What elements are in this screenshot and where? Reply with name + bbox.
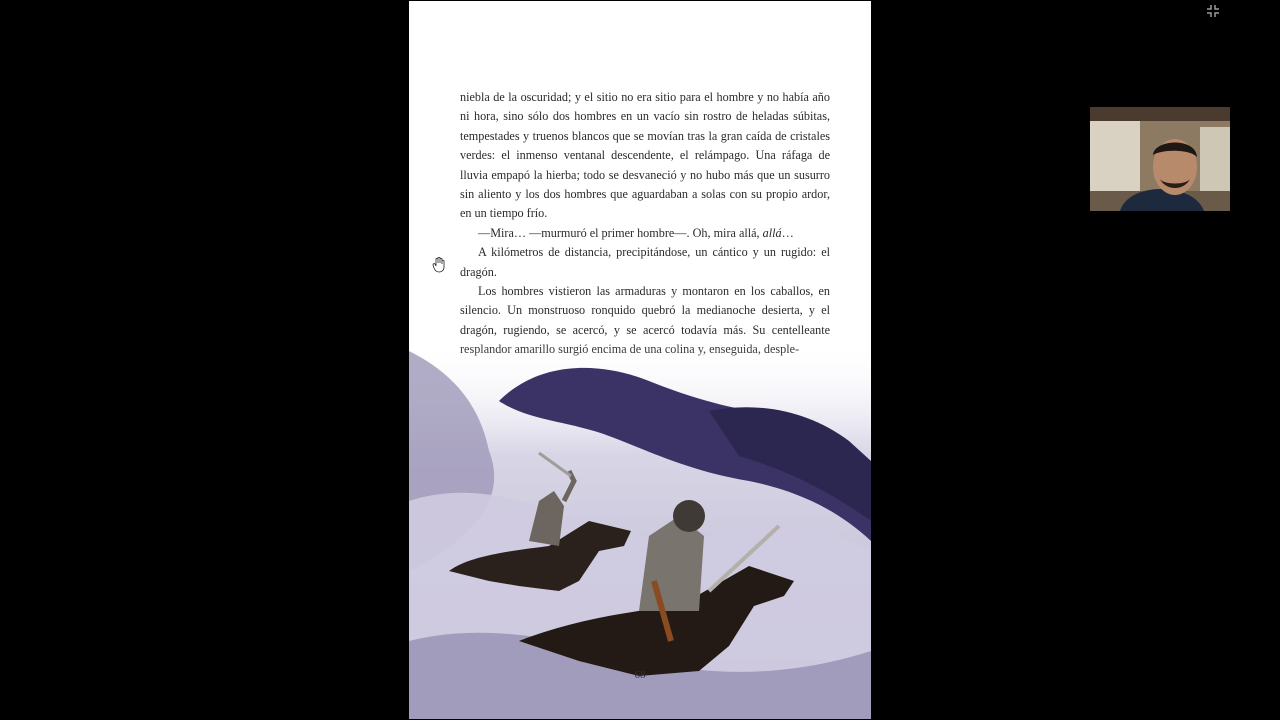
page-number: 68 — [634, 669, 646, 681]
knights-illustration — [409, 341, 871, 719]
paragraph-4: Los hombres vistieron las armaduras y montaron en los caballos, en silencio. Un monstruoso ronquido quebró la medianoche desierta, y el dragón, rugiendo, se acercó, y se acercó todavía más. Su centelleante — [460, 284, 830, 337]
hand-cursor-icon — [432, 257, 446, 273]
book-page — [409, 1, 871, 719]
webcam-video — [1090, 107, 1230, 211]
paragraph-3: A kilómetros de distancia, precipitándose, un cántico y un rugido: el dragón. — [460, 245, 830, 279]
paragraph-1: niebla de la oscuridad; y el sitio no era sitio para el hombre y no había año ni hora, sino sólo dos hombres en un vacío sin rostro de heladas súbitas, tempestades y truenos blancos que se movían tras la gran caída de cristales verdes: el inmenso ventanal descendente, el relámpago. Una ráfaga de lluvia empapó la hierba; todo se desvaneció y no hubo más que un susurro sin aliento y los dos hombres que aguardaban a solas con su propio ardor, en un tiempo frío. — [460, 90, 830, 221]
exit-fullscreen-icon[interactable] — [1205, 3, 1221, 19]
page-text — [460, 88, 830, 360]
paragraph-2: —Mira… —murmuró el primer hombre—. Oh, mira allá, allá… — [478, 225, 794, 240]
webcam-frame — [1090, 107, 1230, 211]
